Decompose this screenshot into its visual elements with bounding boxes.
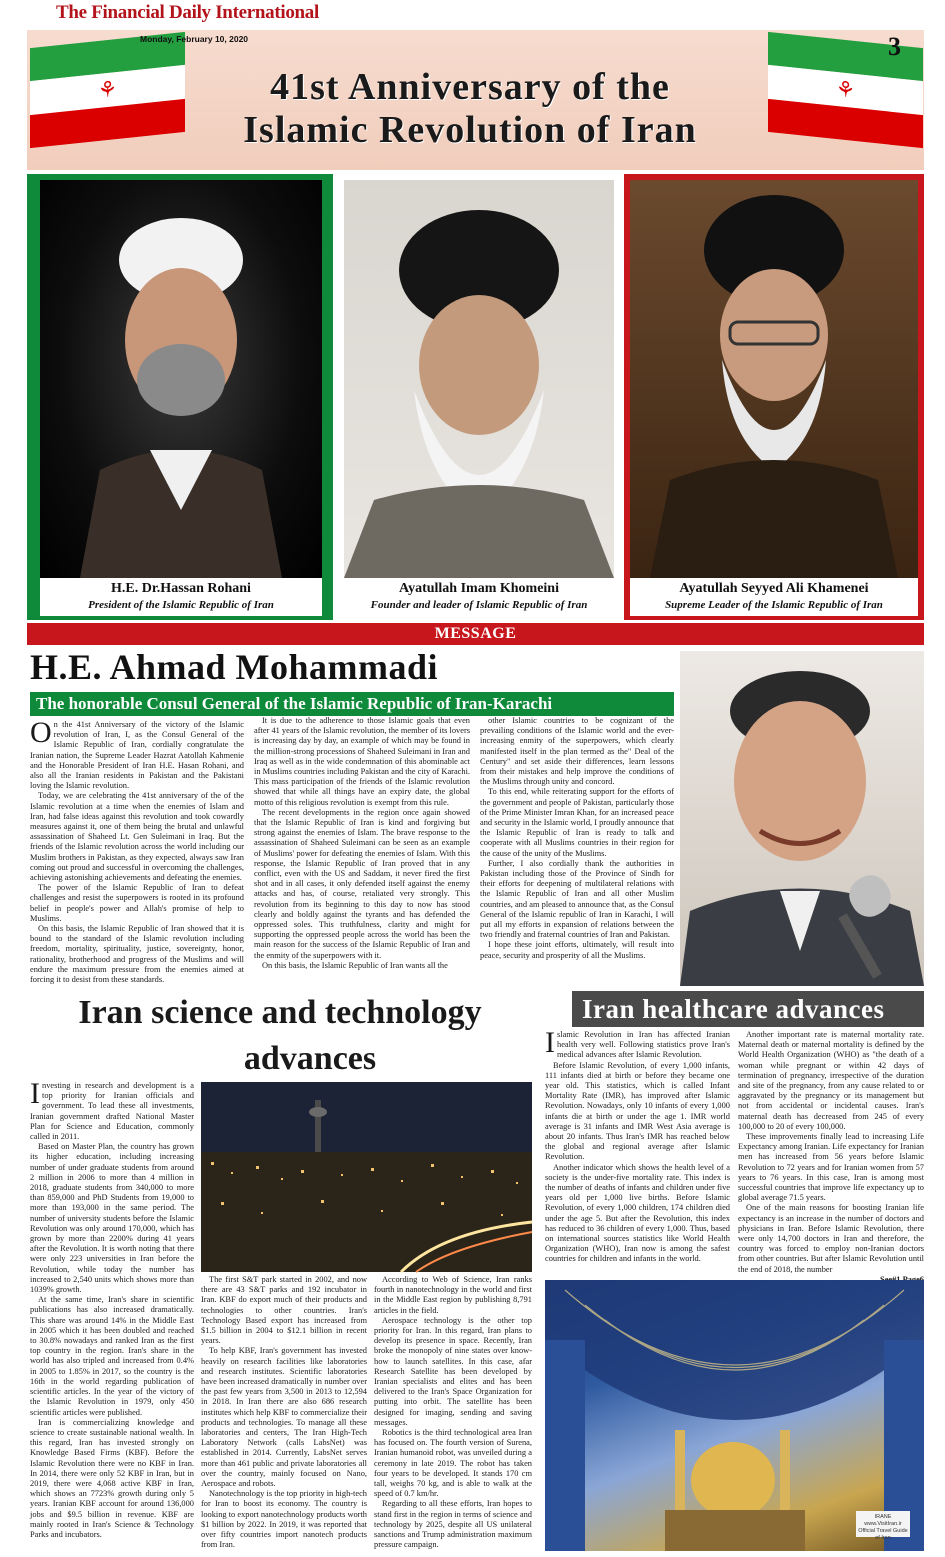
consul-subtitle: The honorable Consul General of the Islamic Republic of Iran-Karachi	[30, 692, 674, 716]
iran-flag-left	[30, 32, 185, 148]
visitiran-watermark: IRANE www.VisitIran.ir Official Travel Guide of Iran	[856, 1511, 910, 1537]
paragraph: At the same time, Iran's share in scientific publications has also increased dramatically. This share was around 14% in the Middle East in 2005 which it has been doubled and reached to 30.8% nowadays and ranked Iran as the first top country in the region. Iran's share in the world has also tripled and increased from 0.4% in 2005 to 1.85% in 2017, so the country is the 16th in the world regarding publication of scientific articles. In the year of the victory of the Islamic Revolution in 1979, only 450 scientific articles were published.	[30, 1295, 194, 1417]
science-column-1	[30, 1077, 194, 1551]
paragraph: On this basis, the Islamic Republic of Iran showed that it is bound to the standard of the Islamic revolution including freedom, mortality, spirituality, justice, sovereignty, honor, rationality, brotherhood and progress of the Muslims and will endure the maximum pressure from the enemies aimed at forcing it to desist from these standards.	[30, 924, 244, 985]
page-number: 3	[888, 32, 901, 61]
paragraph: Another important rate is maternal mortality rate. Maternal death or maternal mortality is defined by the World Health Organization (WHO) as "the death of a woman while pregnant or within 42 days of termination of pregnancy, irrespective of the duration and site of the pregnancy, from any cause related to or aggravated by the pregnancy or its management but not from accidental or incidental causes. Iran's maternal death has decreased from 245 of every 100,000 to 20 of every 100,000.	[738, 1030, 924, 1131]
tehran-night-photo	[201, 1082, 532, 1272]
flag-emblem-icon: ⚘	[97, 75, 118, 104]
portrait-consul-general	[680, 651, 924, 986]
portrait-rohani	[40, 180, 322, 578]
paragraph: I hope these joint efforts, ultimately, will result into peace, security and prosperity of all the Muslims.	[480, 940, 674, 960]
health-headline: Iran healthcare advances	[572, 991, 924, 1027]
paragraph: One of the main reasons for boosting Iranian life expectancy is an increase in the number of doctors and physicians in Iran. Before Islamic Revolution, there were only 14,700 doctors in Iran and therefore, the country was forced to employ non-Iranian doctors from other countries. But after Islamic Revolution until the end of 2018, the number	[738, 1203, 924, 1274]
paragraph: These improvements finally lead to increasing Life Expectancy among Iranian. Life expectancy for Iranian men has increased from 56 years before Islamic Revolution to 72 years and for Iranian women from 57 years to 76 years. In this case, Iran is among most successful countries that improve life expectancy up to global average 71.5 years.	[738, 1132, 924, 1203]
paragraph: Aerospace technology is the other top priority for Iran. In this regard, Iran plans to develop its presence in space. Recently, Iran broke the monopoly of nine states over know-how to launch satellites. In this case, afar Research Satellite has been developed by Iranian specialists and elites and has been delivered to the Iran's Space Organization for putting into orbit. The satellite has been designed for imaging, sending and saving messages.	[374, 1315, 532, 1427]
paragraph: Nanotechnology is the top priority in high-tech for Iran to boost its economy. The country is looking to export nanotechnology products worth $1 billion by 2022. In 2019, it was reported that over fifty countries import nanotech products from Iran.	[201, 1489, 367, 1550]
paragraph: On this basis, the Islamic Republic of Iran wants all the	[262, 960, 448, 970]
paragraph: Based on Master Plan, the country has grown its higher education, including increasing number of under graduate students from around 2 million in 2006 to more than 4 million in 2018, graduate students from 340,000 to more than 859,000 and PhD Students from 19,000 to more than 193,000 in the same period. The number of university students before the Islamic Revolution was only around 170,000, which has grown by more than 2200% during 41 years after the Revolution. It is worth noting that there were only 223 universities in Iran before the Revolution, while today the number has increased to 2,540 units which shows more than 1039% growth.	[30, 1142, 194, 1295]
paragraph: other Islamic countries to be cognizant of the prevailing conditions of the Islamic world and the ever-increasing enmity of the superpowers, which clearly manifested itself in the plan termed as the" Deal of the Century" and set aside their differences, learn lessons from their mistakes and help improve the conditions of the Muslims through unity and concord.	[480, 716, 674, 787]
mosque-dome-photo	[545, 1280, 924, 1551]
paragraph: The first S&T park started in 2002, and now there are 43 S&T parks and 192 incubator in Iran. KBF do export much of their products and technologies to other countries. Iran's Technology Based export has increased from $1.5 billion in 2004 to $12.1 billion in recent years.	[201, 1275, 367, 1346]
caption-khomeini: Ayatullah Imam Khomeini Founder and leader of Islamic Republic of Iran	[340, 578, 618, 616]
portrait-khomeini	[344, 180, 614, 578]
paragraph: According to Web of Science, Iran ranks fourth in nanotechnology in the world and first in the Middle East region by publishing 8,791 articles in the field.	[374, 1275, 532, 1315]
paragraph: It is due to the adherence to those Islamic goals that even after 41 years of the Islamic revolution, the member of its lovers is increasing day by day, an example of which may be found in the million-strong processions of Shaheed Suleimani in Iran and Iraq as well as in the wide condemnation of this abominable act in Muslims countries including Pakistan and the city of Karachi. This mass participation of the friends of the Islamic revolution showed that while all things have an expiry date, the global motto of this religious revolution is exempt from this rule.	[254, 716, 470, 807]
paragraph: Investing in research and development is a top priority for Iranian officials and government. To lead these all investments, Iranian government drafted National Master Plan for Science and Education, commonly called in 2011.	[30, 1077, 194, 1142]
science-column-3	[374, 1275, 532, 1551]
paragraph: To this end, while reiterating support for the efforts of the government and people of Pakistan, particularly those of the Prime Minister Imran Khan, for an increased peace and security in the Islamic world, I proudly announce that the Islamic Republic of Iran is ready to talk and cooperate with all Muslims countries in their region for the cause of the unity of the Muslims.	[480, 787, 674, 858]
health-column-1	[545, 1026, 730, 1278]
paragraph: The power of the Islamic Republic of Iran to defeat challenges and resist the superpowers is rooted in its profound belief in people's power and Allah's promise of help to Muslims.	[30, 883, 244, 923]
health-column-2	[738, 1030, 924, 1278]
flag-emblem-icon: ⚘	[835, 75, 856, 104]
consul-name: H.E. Ahmad Mohammadi	[30, 647, 439, 687]
message-column-1	[30, 716, 244, 990]
paragraph: Robotics is the third technological area Iran has focused on. The fourth version of Surena, Iranian humanoid robot, was unveiled during a ceremony in late 2019. The robot has taken four years to be developed. It stands 170 cm tall, weighs 70 kg, and is able to walk at the speed of 0.7 km/hr.	[374, 1428, 532, 1499]
science-headline: Iran science and technology advances	[78, 994, 482, 1077]
message-label: MESSAGE	[27, 623, 924, 645]
paragraph: Further, I also cordially thank the authorities in Pakistan including those of the Province of Sindh for their efforts for deepening of multilateral relations with the Islamic Republic of Iran and all other Muslim countries, and am pleased to announce that, as the Consul General of the Islamic republic of Iran in Karachi, I will put all my efforts in expansion of relations between the two friendly and fraternal countries of Iran and Pakistan.	[480, 858, 674, 940]
paragraph: Islamic Revolution in Iran has affected Iranian health very well. Following statistics prove Iran's medical advances after Islamic Revolution.	[545, 1026, 730, 1060]
dateline: Monday, February 10, 2020	[140, 34, 249, 44]
caption-khamenei: Ayatullah Seyyed Ali Khamenei Supreme Leader of the Islamic Republic of Iran	[630, 578, 918, 616]
paragraph: The recent developments in the region once again showed that the Islamic Republic of Iran is kind and forgiving but strong against the enemies of Islam. The brave response to the assassination of Shaheed Suleimani can be seen as an example of Muslims' power for defeating the enemies of Islam. With this response, the Islamic Republic of Iran proved that in any conflict, even with the US and Saddam, it never fired the first shot and in all cases, it only defended itself against the enemy attacks and has, of course, retaliated very strongly. This revolution from its beginning to this day to now has stood clearly and boldly against the tyrants and has defended the oppressed soles. This truthfulness, clarity and might for supporting the oppressed people across the world has been the main reason for the success of the Islamic Republic of Iran and the enmity of the superpowers with it.	[254, 807, 470, 960]
paragraph: To help KBF, Iran's government has invested heavily on research facilities like laboratories and research institutes. Scientific laboratories have been increased dramatically in number over the past few years from 3,500 in 2013 to 12,594 in 2018. In Iran there are also 686 research institutes which help KBF to commercialize their products and technologies. To manage all these laboratories and centers, The Iran High-Tech Laboratory Network (calls LabsNet) was established in 2014. Currently, LabsNet serves more than 461 public and private laboratories all over the country, mainly focused on Nano, Aerospace and robots.	[201, 1346, 367, 1489]
paragraph: Iran is commercializing knowledge and science to create sustainable national wealth. In this regard, Iran has invested strongly on Knowledge Based Firms (KBF). Before the Islamic Revolution there were no KBF in Iran. In 2014, there were only 52 KBF in Iran, but in 2019, there were 4,068 active KBF in Iran, which shows an 7723% growth during only 5 years. Iranian KBF account for around 136,000 jobs and $9.5 billion in revenue. KBF are mainly rooted in Iran's Science & Technology Parks and incubators.	[30, 1417, 194, 1539]
portrait-khamenei	[630, 180, 918, 578]
paragraph: Another indicator which shows the health level of a society is the under-five mortality rate. This index is the number of deaths of infants and children under five years old per 1,000 live births. Before Islamic Revolution, of every 1,000 children, 174 children died under the age 5. But after the Revolution, this index has reduced to 36 children of every 1,000. Thus, based on international sources statistics like World Health Organization (WHO), Iran now is among the safest countries for children and infants in the world.	[545, 1162, 730, 1264]
masthead: The Financial Daily International	[56, 2, 319, 23]
paragraph: Regarding to all these efforts, Iran hopes to stand first in the region in terms of science and technology by 2025, despite all US unilateral sanctions and Trump administration maximum pressure campaign.	[374, 1499, 532, 1550]
message-column-3	[480, 716, 674, 990]
science-column-2	[201, 1275, 367, 1551]
caption-rohani: H.E. Dr.Hassan Rohani President of the Islamic Republic of Iran	[40, 578, 322, 616]
paragraph: Before Islamic Revolution, of every 1,000 infants, 111 infants died at birth or before they became one year old. This statistics, which is called Infant Mortality Rate (IMR), has improved after Islamic Revolution. Nowadays, only 10 infants of every 1,000 infants die at birth or under the age 1. IMR world average is 31 infants and IMR West Asia average is about 20 infants. Thus Iran's IMR has reached below the global and regional average after Islamic Revolution.	[545, 1060, 730, 1162]
message-column-2	[254, 716, 470, 990]
paragraph: Today, we are celebrating the 41st anniversary of the of the Islamic revolution at a time when the enemies of Islam and Iran, had false ideas against this revolution and took cowardly measures against it, one of them being the brutal and unlawful assassination of Shaheed Lt. Gen Suleimani in Iraq. But the friends of the Islamic revolution across the world including our Muslim brothers in Pakistan, as they expected, always saw Iran coming out proud and successful in overcoming the challenges, achieving astonishing achievements and defeating the enemies.	[30, 791, 244, 883]
paragraph: On the 41st Anniversary of the victory of the Islamic revolution of Iran, I, as the Consul General of the Islamic Republic of Iran, cordially congratulate the Iranian nation, the Supreme Leader Hazrat Aatollah Kahmenie and the Honorable President of Iran H.E. Hasan Rohani, and also all the Iranian residents in Pakistan and the Pakistani loving the Islamic revolution.	[30, 716, 244, 791]
banner-title: 41st Anniversary of the Islamic Revolution of Iran	[243, 66, 697, 151]
